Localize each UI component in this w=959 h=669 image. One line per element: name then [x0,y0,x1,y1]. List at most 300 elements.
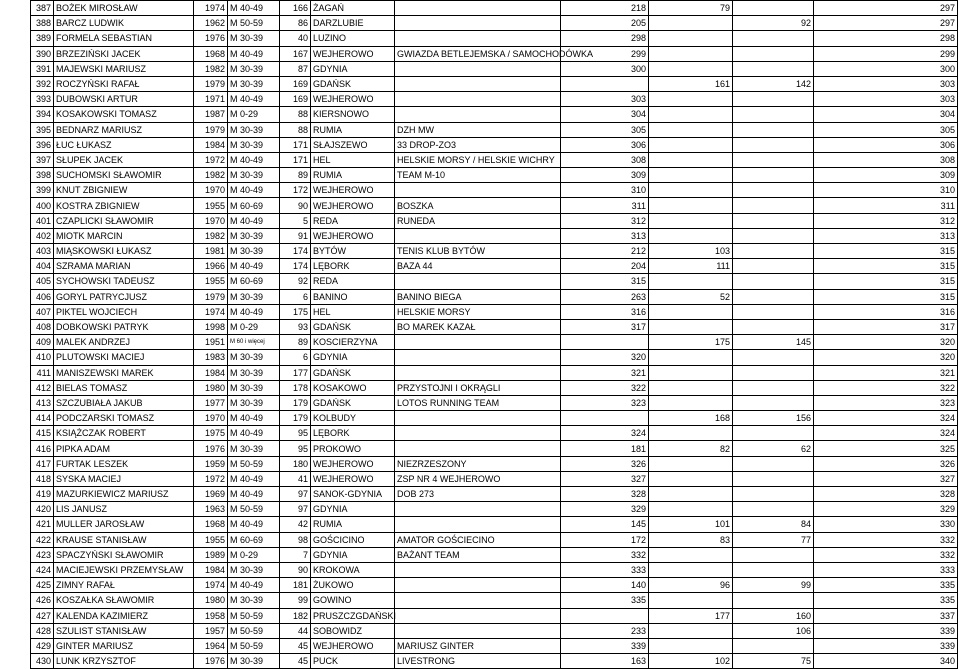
cell-place: 423 [31,547,54,562]
cell-score-2: 177 [649,608,733,623]
cell-city: WEJHEROWO [311,456,395,471]
cell-score-3 [733,456,814,471]
cell-club: AMATOR GOŚCIECINO [395,532,561,547]
cell-total: 339 [814,623,958,638]
cell-score-2 [649,350,733,365]
table-row [31,198,958,213]
cell-category-place: 171 [280,137,311,152]
cell-place: 412 [31,380,54,395]
cell-score-3 [733,244,814,259]
cell-score-1: 172 [561,532,649,547]
cell-club [395,16,561,31]
cell-year: 1981 [194,244,228,259]
cell-total: 325 [814,441,958,456]
cell-name: LUNK KRZYSZTOF [54,654,194,669]
cell-year: 1979 [194,122,228,137]
cell-place: 404 [31,259,54,274]
cell-score-2: 103 [649,244,733,259]
cell-year: 1980 [194,380,228,395]
cell-score-1: 322 [561,380,649,395]
cell-city: SANOK-GDYNIA [311,487,395,502]
cell-category-place: 174 [280,244,311,259]
cell-city: ŻUKOWO [311,578,395,593]
cell-city: KOSCIERZYNA [311,335,395,350]
cell-category-place: 89 [280,335,311,350]
cell-year: 1974 [194,304,228,319]
cell-score-1: 333 [561,562,649,577]
cell-category-place: 178 [280,380,311,395]
cell-total: 297 [814,16,958,31]
cell-category: M 30-39 [228,593,280,608]
cell-place: 399 [31,183,54,198]
table-row [31,137,958,152]
cell-place: 409 [31,335,54,350]
cell-score-3: 106 [733,623,814,638]
cell-club [395,228,561,243]
cell-name: KRAUSE STANISŁAW [54,532,194,547]
cell-city: RUMIA [311,122,395,137]
cell-club [395,183,561,198]
cell-name: BIELAS TOMASZ [54,380,194,395]
cell-total: 303 [814,92,958,107]
cell-club: HELSKIE MORSY [395,304,561,319]
table-row [31,441,958,456]
cell-year: 1989 [194,547,228,562]
cell-city: GDAŃSK [311,365,395,380]
cell-total: 303 [814,76,958,91]
table-row [31,92,958,107]
cell-year: 1976 [194,654,228,669]
cell-score-2 [649,92,733,107]
cell-club: TENIS KLUB BYTÓW [395,244,561,259]
table-row [31,16,958,31]
cell-total: 320 [814,350,958,365]
cell-score-3: 142 [733,76,814,91]
cell-score-2 [649,274,733,289]
cell-category: M 30-39 [228,654,280,669]
cell-year: 1964 [194,638,228,653]
cell-category-place: 177 [280,365,311,380]
cell-score-2 [649,122,733,137]
cell-year: 1975 [194,426,228,441]
cell-score-3 [733,61,814,76]
cell-score-3: 92 [733,16,814,31]
cell-year: 1984 [194,137,228,152]
cell-club [395,31,561,46]
cell-category: M 30-39 [228,365,280,380]
cell-total: 299 [814,46,958,61]
table-row [31,593,958,608]
cell-year: 1970 [194,213,228,228]
cell-place: 388 [31,16,54,31]
cell-place: 408 [31,319,54,334]
cell-total: 330 [814,517,958,532]
cell-total: 315 [814,274,958,289]
cell-year: 1963 [194,502,228,517]
cell-club [395,593,561,608]
cell-year: 1976 [194,31,228,46]
cell-category-place: 169 [280,92,311,107]
cell-category-place: 97 [280,502,311,517]
cell-year: 1984 [194,365,228,380]
cell-total: 315 [814,259,958,274]
cell-city: GDAŃSK [311,76,395,91]
cell-city: WEJHEROWO [311,183,395,198]
cell-category-place: 41 [280,471,311,486]
table-row [31,228,958,243]
cell-category-place: 182 [280,608,311,623]
cell-place: 416 [31,441,54,456]
cell-place: 403 [31,244,54,259]
cell-score-1: 316 [561,304,649,319]
cell-total: 316 [814,304,958,319]
cell-city: PRUSZCZGDAŃSKI [311,608,395,623]
cell-total: 312 [814,213,958,228]
cell-club: BOSZKA [395,198,561,213]
cell-club [395,365,561,380]
cell-score-2: 83 [649,532,733,547]
cell-score-2 [649,228,733,243]
cell-place: 389 [31,31,54,46]
table-row [31,578,958,593]
cell-place: 420 [31,502,54,517]
cell-total: 313 [814,228,958,243]
cell-category: M 40-49 [228,517,280,532]
cell-place: 428 [31,623,54,638]
cell-category-place: 86 [280,16,311,31]
cell-score-2 [649,137,733,152]
cell-score-3 [733,547,814,562]
cell-year: 1974 [194,578,228,593]
cell-club: DZH MW [395,122,561,137]
cell-city: RUMIA [311,517,395,532]
cell-year: 1958 [194,608,228,623]
cell-category-place: 95 [280,441,311,456]
cell-city: GDYNIA [311,502,395,517]
cell-category-place: 91 [280,228,311,243]
cell-name: BRZEZIŃSKI JACEK [54,46,194,61]
cell-club [395,274,561,289]
table-row [31,562,958,577]
cell-score-3: 160 [733,608,814,623]
cell-score-1: 335 [561,593,649,608]
cell-name: ROCZYŃSKI RAFAŁ [54,76,194,91]
cell-score-2 [649,168,733,183]
cell-category: M 40-49 [228,471,280,486]
cell-score-3 [733,304,814,319]
cell-score-1: 305 [561,122,649,137]
cell-total: 328 [814,487,958,502]
cell-category: M 40-49 [228,426,280,441]
cell-place: 417 [31,456,54,471]
cell-year: 1962 [194,16,228,31]
cell-category: M 50-59 [228,608,280,623]
cell-score-1: 324 [561,426,649,441]
cell-city: LĘBORK [311,426,395,441]
cell-city: WEJHEROWO [311,92,395,107]
cell-category-place: 97 [280,487,311,502]
cell-category-place: 167 [280,46,311,61]
cell-score-2 [649,107,733,122]
cell-club [395,502,561,517]
table-row [31,183,958,198]
cell-place: 396 [31,137,54,152]
cell-score-1: 311 [561,198,649,213]
cell-score-2 [649,31,733,46]
cell-category-place: 92 [280,274,311,289]
cell-category: M 30-39 [228,350,280,365]
cell-year: 1998 [194,319,228,334]
cell-name: SYCHOWSKI TADEUSZ [54,274,194,289]
cell-year: 1968 [194,517,228,532]
table-row [31,259,958,274]
cell-club: DOB 273 [395,487,561,502]
cell-name: PIPKA ADAM [54,441,194,456]
cell-total: 305 [814,122,958,137]
cell-year: 1959 [194,456,228,471]
cell-category-place: 89 [280,168,311,183]
cell-score-2 [649,547,733,562]
cell-category-place: 40 [280,31,311,46]
cell-year: 1971 [194,92,228,107]
cell-category-place: 44 [280,623,311,638]
cell-total: 321 [814,365,958,380]
cell-city: PROKOWO [311,441,395,456]
table-row [31,122,958,137]
cell-year: 1970 [194,183,228,198]
cell-score-3 [733,593,814,608]
cell-score-2 [649,304,733,319]
cell-score-1 [561,608,649,623]
cell-place: 390 [31,46,54,61]
table-row [31,411,958,426]
cell-score-3 [733,107,814,122]
cell-score-2: 175 [649,335,733,350]
cell-total: 339 [814,638,958,653]
cell-year: 1972 [194,152,228,167]
cell-place: 398 [31,168,54,183]
cell-year: 1955 [194,532,228,547]
cell-year: 1980 [194,593,228,608]
cell-category: M 40-49 [228,152,280,167]
cell-place: 427 [31,608,54,623]
table-row [31,608,958,623]
cell-score-3 [733,46,814,61]
cell-club [395,1,561,16]
cell-score-1: 310 [561,183,649,198]
table-row [31,471,958,486]
cell-category: M 40-49 [228,92,280,107]
cell-score-1: 298 [561,31,649,46]
table-row [31,31,958,46]
cell-category: M 30-39 [228,244,280,259]
cell-score-2 [649,152,733,167]
cell-score-1: 339 [561,638,649,653]
cell-score-1: 263 [561,289,649,304]
cell-score-2 [649,46,733,61]
cell-score-1: 309 [561,168,649,183]
cell-category-place: 175 [280,304,311,319]
cell-place: 391 [31,61,54,76]
cell-category: M 30-39 [228,289,280,304]
cell-total: 308 [814,152,958,167]
cell-name: SPACZYŃSKI SŁAWOMIR [54,547,194,562]
cell-place: 430 [31,654,54,669]
cell-club [395,335,561,350]
cell-name: PIKTEL WOJCIECH [54,304,194,319]
cell-place: 392 [31,76,54,91]
table-row [31,46,958,61]
cell-city: GDYNIA [311,61,395,76]
cell-score-3 [733,487,814,502]
cell-category: M 30-39 [228,395,280,410]
cell-score-3: 77 [733,532,814,547]
cell-score-2: 52 [649,289,733,304]
cell-club [395,608,561,623]
cell-score-2: 82 [649,441,733,456]
cell-score-2 [649,16,733,31]
cell-club [395,350,561,365]
cell-score-1: 233 [561,623,649,638]
cell-category-place: 172 [280,183,311,198]
cell-score-1: 326 [561,456,649,471]
cell-category-place: 87 [280,61,311,76]
table-row [31,426,958,441]
table-row [31,487,958,502]
table-row [31,502,958,517]
cell-score-3: 99 [733,578,814,593]
cell-score-1: 145 [561,517,649,532]
cell-score-1: 320 [561,350,649,365]
cell-score-2: 161 [649,76,733,91]
cell-name: MANISZEWSKI MAREK [54,365,194,380]
cell-category: M 40-49 [228,578,280,593]
cell-name: BOŻEK MIROSŁAW [54,1,194,16]
cell-score-3 [733,365,814,380]
cell-place: 426 [31,593,54,608]
cell-category-place: 179 [280,411,311,426]
cell-club: BANINO BIEGA [395,289,561,304]
cell-club [395,76,561,91]
cell-category-place: 90 [280,198,311,213]
cell-club [395,92,561,107]
cell-place: 419 [31,487,54,502]
cell-score-3 [733,213,814,228]
cell-total: 298 [814,31,958,46]
cell-year: 1970 [194,411,228,426]
cell-total: 329 [814,502,958,517]
cell-score-1: 313 [561,228,649,243]
cell-score-2 [649,183,733,198]
cell-club: MARIUSZ GINTER [395,638,561,653]
cell-place: 393 [31,92,54,107]
cell-score-1: 204 [561,259,649,274]
table-row [31,335,958,350]
cell-year: 1982 [194,228,228,243]
cell-score-2 [649,502,733,517]
cell-city: BYTÓW [311,244,395,259]
cell-place: 397 [31,152,54,167]
cell-category-place: 93 [280,319,311,334]
cell-city: RUMIA [311,168,395,183]
cell-category-place: 5 [280,213,311,228]
cell-place: 424 [31,562,54,577]
cell-score-2: 79 [649,1,733,16]
cell-category-place: 42 [280,517,311,532]
cell-year: 1951 [194,335,228,350]
cell-place: 422 [31,532,54,547]
cell-total: 300 [814,61,958,76]
cell-year: 1955 [194,274,228,289]
cell-category: M 30-39 [228,76,280,91]
cell-category-place: 90 [280,562,311,577]
cell-name: PLUTOWSKI MACIEJ [54,350,194,365]
cell-city: GDYNIA [311,547,395,562]
cell-year: 1968 [194,46,228,61]
cell-category: M 40-49 [228,259,280,274]
cell-name: MIOTK MARCIN [54,228,194,243]
cell-club: ZSP NR 4 WEJHEROWO [395,471,561,486]
cell-club [395,441,561,456]
cell-name: DUBOWSKI ARTUR [54,92,194,107]
cell-score-2 [649,638,733,653]
cell-category: M 30-39 [228,562,280,577]
cell-name: KNUT ZBIGNIEW [54,183,194,198]
cell-club: BAZA 44 [395,259,561,274]
table-row [31,61,958,76]
cell-total: 309 [814,168,958,183]
cell-score-2: 102 [649,654,733,669]
cell-year: 1955 [194,198,228,213]
cell-score-3 [733,395,814,410]
cell-name: SŁUPEK JACEK [54,152,194,167]
cell-total: 333 [814,562,958,577]
cell-city: REDA [311,213,395,228]
cell-place: 401 [31,213,54,228]
table-row [31,107,958,122]
cell-name: ŁUC ŁUKASZ [54,137,194,152]
cell-score-1: 181 [561,441,649,456]
cell-score-3 [733,471,814,486]
table-row [31,289,958,304]
cell-place: 411 [31,365,54,380]
cell-total: 304 [814,107,958,122]
cell-score-1: 140 [561,578,649,593]
cell-score-3 [733,228,814,243]
cell-category: M 60-69 [228,274,280,289]
cell-city: LUZINO [311,31,395,46]
cell-score-2 [649,213,733,228]
cell-club [395,107,561,122]
cell-total: 311 [814,198,958,213]
cell-category-place: 171 [280,152,311,167]
cell-category: M 40-49 [228,411,280,426]
cell-name: MAJEWSKI MARIUSZ [54,61,194,76]
cell-score-3 [733,1,814,16]
cell-city: KROKOWA [311,562,395,577]
cell-category: M 40-49 [228,1,280,16]
cell-score-1: 212 [561,244,649,259]
cell-year: 1976 [194,441,228,456]
cell-city: SŁAJSZEWO [311,137,395,152]
cell-category-place: 6 [280,289,311,304]
cell-total: 310 [814,183,958,198]
results-body [31,1,958,669]
cell-name: KOSTRA ZBIGNIEW [54,198,194,213]
cell-year: 1972 [194,471,228,486]
cell-name: MALEK ANDRZEJ [54,335,194,350]
table-row [31,456,958,471]
